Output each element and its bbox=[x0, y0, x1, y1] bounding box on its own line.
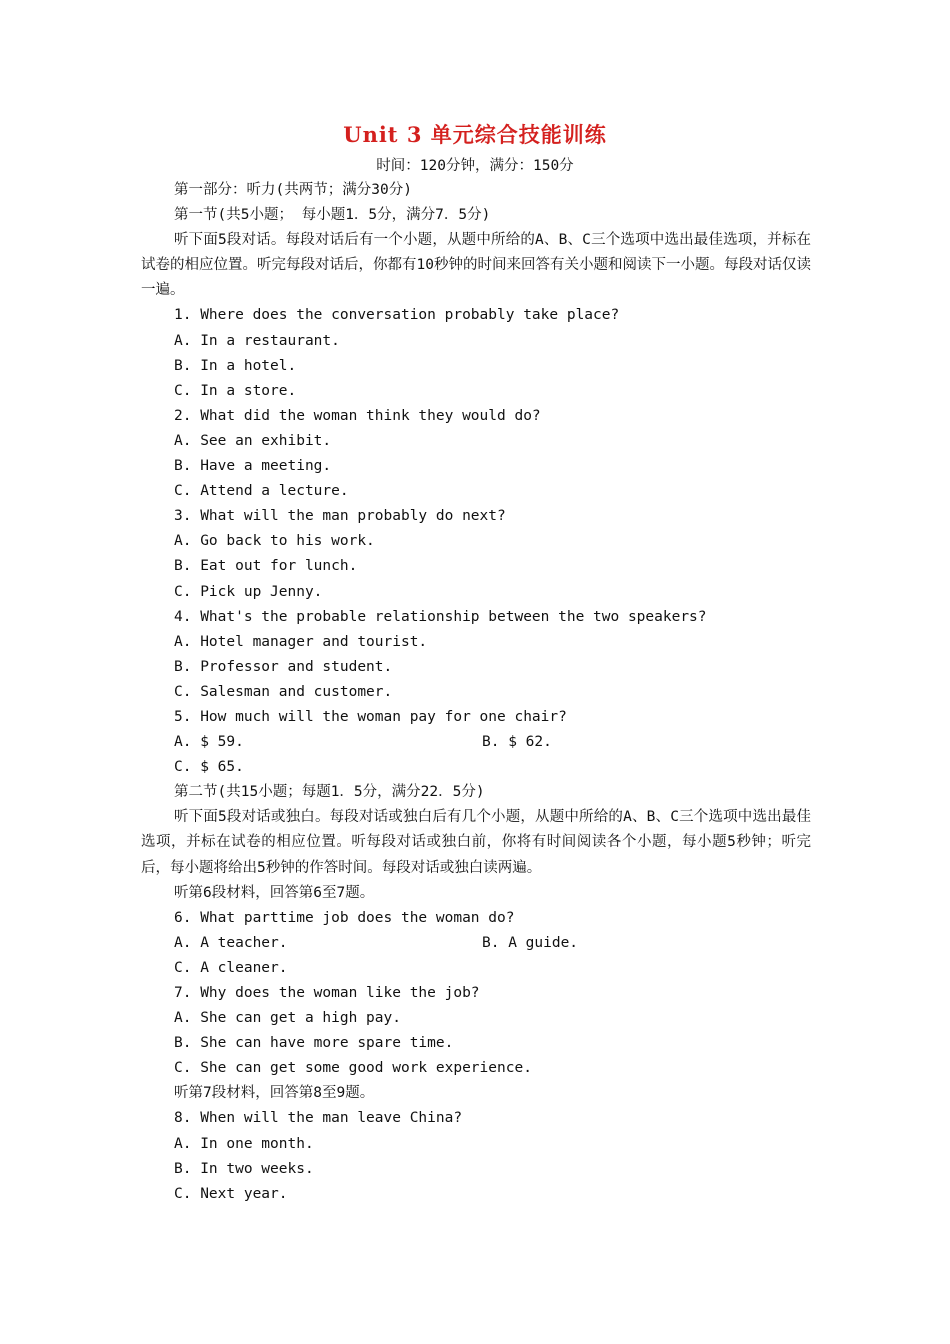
question-stem: 7. Why does the woman like the job? bbox=[174, 985, 480, 1001]
question-stem: 8. When will the man leave China? bbox=[174, 1110, 463, 1127]
option-row bbox=[141, 730, 811, 755]
option-c: C. Salesman and customer. bbox=[174, 683, 393, 700]
question-block bbox=[141, 705, 811, 780]
option-c: C. She can get some good work experience. bbox=[174, 1060, 532, 1077]
option-row bbox=[141, 931, 811, 956]
question-block bbox=[141, 404, 811, 504]
option-b: B. Have a meeting. bbox=[174, 458, 332, 475]
document-body bbox=[141, 178, 811, 1207]
option-a: A. A teacher. bbox=[174, 934, 288, 951]
exam-meta: 时间：120分钟，满分：150分 bbox=[376, 158, 574, 174]
option-b: B. $ 62. bbox=[482, 734, 552, 751]
question-block bbox=[141, 504, 811, 604]
question-block bbox=[141, 981, 811, 1081]
option-b: B. A guide. bbox=[482, 934, 579, 951]
option-c: C. Attend a lecture. bbox=[174, 483, 349, 500]
option-b: B. In two weeks. bbox=[174, 1160, 314, 1177]
question-stem: 5. How much will the woman pay for one chair? bbox=[174, 708, 567, 725]
section-heading: 第二节(共15小题；每题1．5分，满分22．5分) bbox=[174, 784, 485, 801]
option-b: B. Eat out for lunch. bbox=[174, 558, 358, 575]
option-c: C. $ 65. bbox=[174, 759, 244, 776]
option-a: A. In a restaurant. bbox=[174, 332, 340, 349]
option-c: C. Next year. bbox=[174, 1185, 288, 1202]
question-stem: 1. Where does the conversation probably take place? bbox=[174, 307, 620, 324]
option-a: A. She can get a high pay. bbox=[174, 1010, 401, 1027]
question-stem: 4. What's the probable relationship between the two speakers? bbox=[174, 608, 707, 625]
option-a: A. $ 59. bbox=[174, 734, 244, 751]
option-a: A. Hotel manager and tourist. bbox=[174, 633, 428, 650]
option-c: C. Pick up Jenny. bbox=[174, 583, 323, 600]
page-title: Unit 3 单元综合技能训练 bbox=[343, 122, 607, 147]
question-stem: 3. What will the man probably do next? bbox=[174, 508, 506, 525]
question-block bbox=[141, 906, 811, 981]
section-instructions: 听下面5段对话或独白。每段对话或独白后有几个小题，从题中所给的A、B、C三个选项中选出最佳选项，并标在试卷的相应位置。听每段对话或独白前，你将有时间阅读各个小题，每小题5秒钟；听完后，每小题将给出5秒钟的作答时间。每段对话或独白读两遍。 bbox=[141, 809, 811, 876]
section-instructions: 听下面5段对话。每段对话后有一个小题，从题中所给的A、B、C三个选项中选出最佳选项，并标在试卷的相应位置。听完每段对话后，你都有10秒钟的时间来回答有关小题和阅读下一小题。每段对话仅读一遍。 bbox=[141, 232, 811, 299]
section-heading: 第一节(共5小题； 每小题1．5分，满分7．5分) bbox=[174, 207, 491, 224]
question-block bbox=[141, 605, 811, 705]
option-a: A. See an exhibit. bbox=[174, 432, 332, 449]
question-block bbox=[141, 303, 811, 403]
part-heading: 第一部分：听力(共两节；满分30分) bbox=[174, 182, 412, 198]
option-a: A. In one month. bbox=[174, 1135, 314, 1152]
option-b: B. She can have more spare time. bbox=[174, 1035, 454, 1052]
option-b: B. In a hotel. bbox=[174, 357, 297, 374]
material-note: 听第6段材料，回答第6至7题。 bbox=[174, 884, 375, 901]
question-stem: 6. What parttime job does the woman do? bbox=[174, 909, 515, 926]
option-a: A. Go back to his work. bbox=[174, 533, 375, 550]
option-c: C. A cleaner. bbox=[174, 959, 288, 976]
material-note: 听第7段材料，回答第8至9题。 bbox=[174, 1085, 375, 1102]
question-block bbox=[141, 1106, 811, 1206]
question-stem: 2. What did the woman think they would do? bbox=[174, 407, 541, 424]
option-b: B. Professor and student. bbox=[174, 658, 393, 675]
option-c: C. In a store. bbox=[174, 382, 297, 399]
